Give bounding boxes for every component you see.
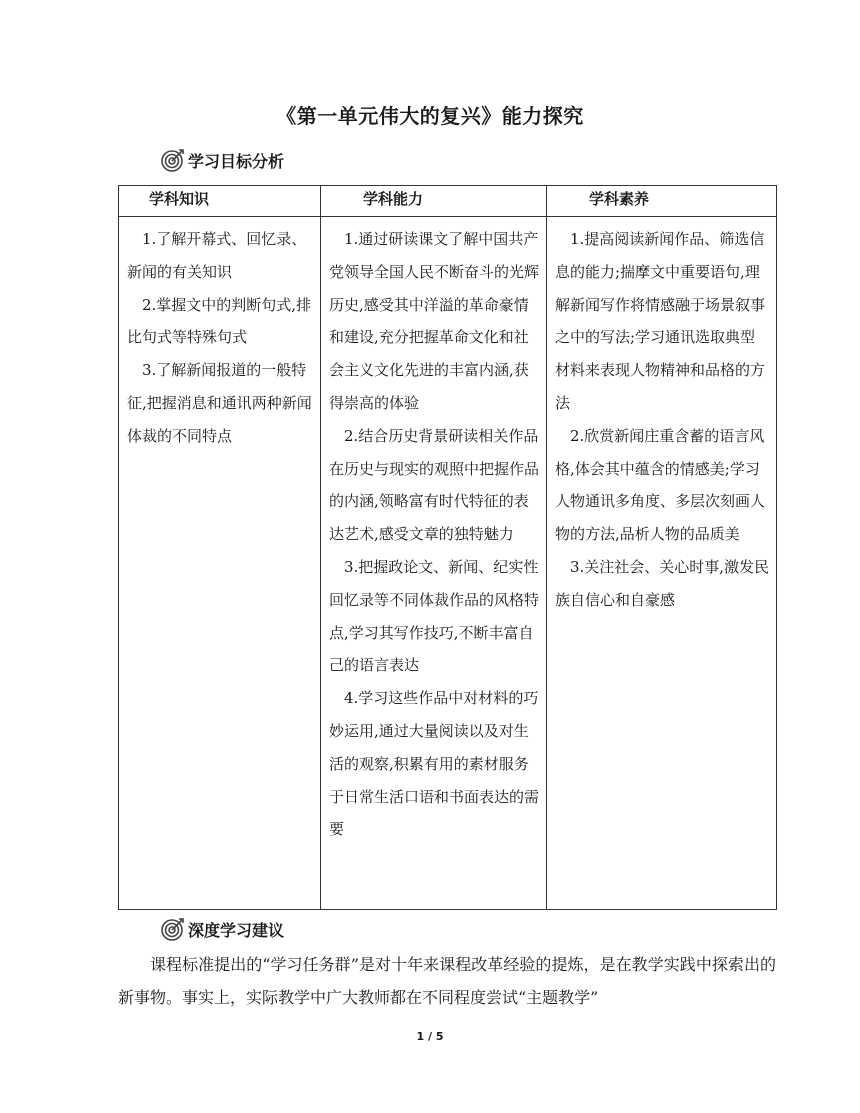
ability-cell (321, 217, 547, 910)
table-header-row (119, 186, 777, 217)
cell-item: 3.把握政论文、新闻、纪实性回忆录等不同体裁作品的风格特点,学习其写作技巧,不断丰富自己的语言表达 (329, 557, 540, 675)
page-number: 1 / 5 (416, 1030, 444, 1043)
page-title: 《第一单元伟大的复兴》能力探究 (276, 104, 584, 128)
learning-goals-table (118, 185, 777, 910)
section-label: 深度学习建议 (188, 920, 285, 940)
cell-item: 1.了解开幕式、回忆录、新闻的有关知识 (127, 230, 307, 281)
column-header: 学科素养 (547, 186, 777, 217)
section-heading-goals (160, 145, 284, 175)
cell-item: 3.关注社会、关心时事,激发民族自信心和自豪感 (555, 557, 770, 609)
body-paragraph: 课程标准提出的“学习任务群”是对十年来课程改革经验的提炼，是在教学实践中探索出的新事物。事实上，实际教学中广大教师都在不同程度尝试“主题教学” (118, 955, 776, 1007)
cell-item: 4.学习这些作品中对材料的巧妙运用,通过大量阅读以及对生活的观察,积累有用的素材服务于日常生活口语和书面表达的需要 (329, 689, 540, 839)
knowledge-cell (119, 217, 321, 910)
column-header: 学科知识 (119, 186, 321, 217)
table-row (119, 217, 777, 910)
section-heading-suggestions (160, 914, 284, 944)
cell-item: 2.结合历史背景研读相关作品在历史与现实的观照中把握作品的内涵,领略富有时代特征的表达艺术,感受文章的独特魅力 (329, 426, 540, 544)
target-icon (160, 916, 186, 942)
cell-item: 3.了解新闻报道的一般特征,把握消息和通讯两种新闻体裁的不同特点 (127, 361, 312, 445)
literacy-cell (547, 217, 777, 910)
column-header: 学科能力 (321, 186, 547, 217)
target-icon (160, 147, 186, 173)
cell-item: 2.欣赏新闻庄重含蓄的语言风格,体会其中蕴含的情感美;学习人物通讯多角度、多层次刻画人物的方法,品析人物的品质美 (555, 426, 766, 544)
section-label: 学习目标分析 (188, 151, 285, 171)
cell-item: 1.通过研读课文了解中国共产党领导全国人民不断奋斗的光辉历史,感受其中洋溢的革命豪情和建设,充分把握革命文化和社会主义文化先进的丰富内涵,获得崇高的体验 (329, 230, 540, 412)
cell-item: 2.掌握文中的判断句式,排比句式等特殊句式 (127, 295, 312, 347)
cell-item: 1.提高阅读新闻作品、筛选信息的能力;揣摩文中重要语句,理解新闻写作将情感融于场景叙事之中的写法;学习通讯选取典型材料来表现人物精神和品格的方法 (555, 230, 766, 412)
